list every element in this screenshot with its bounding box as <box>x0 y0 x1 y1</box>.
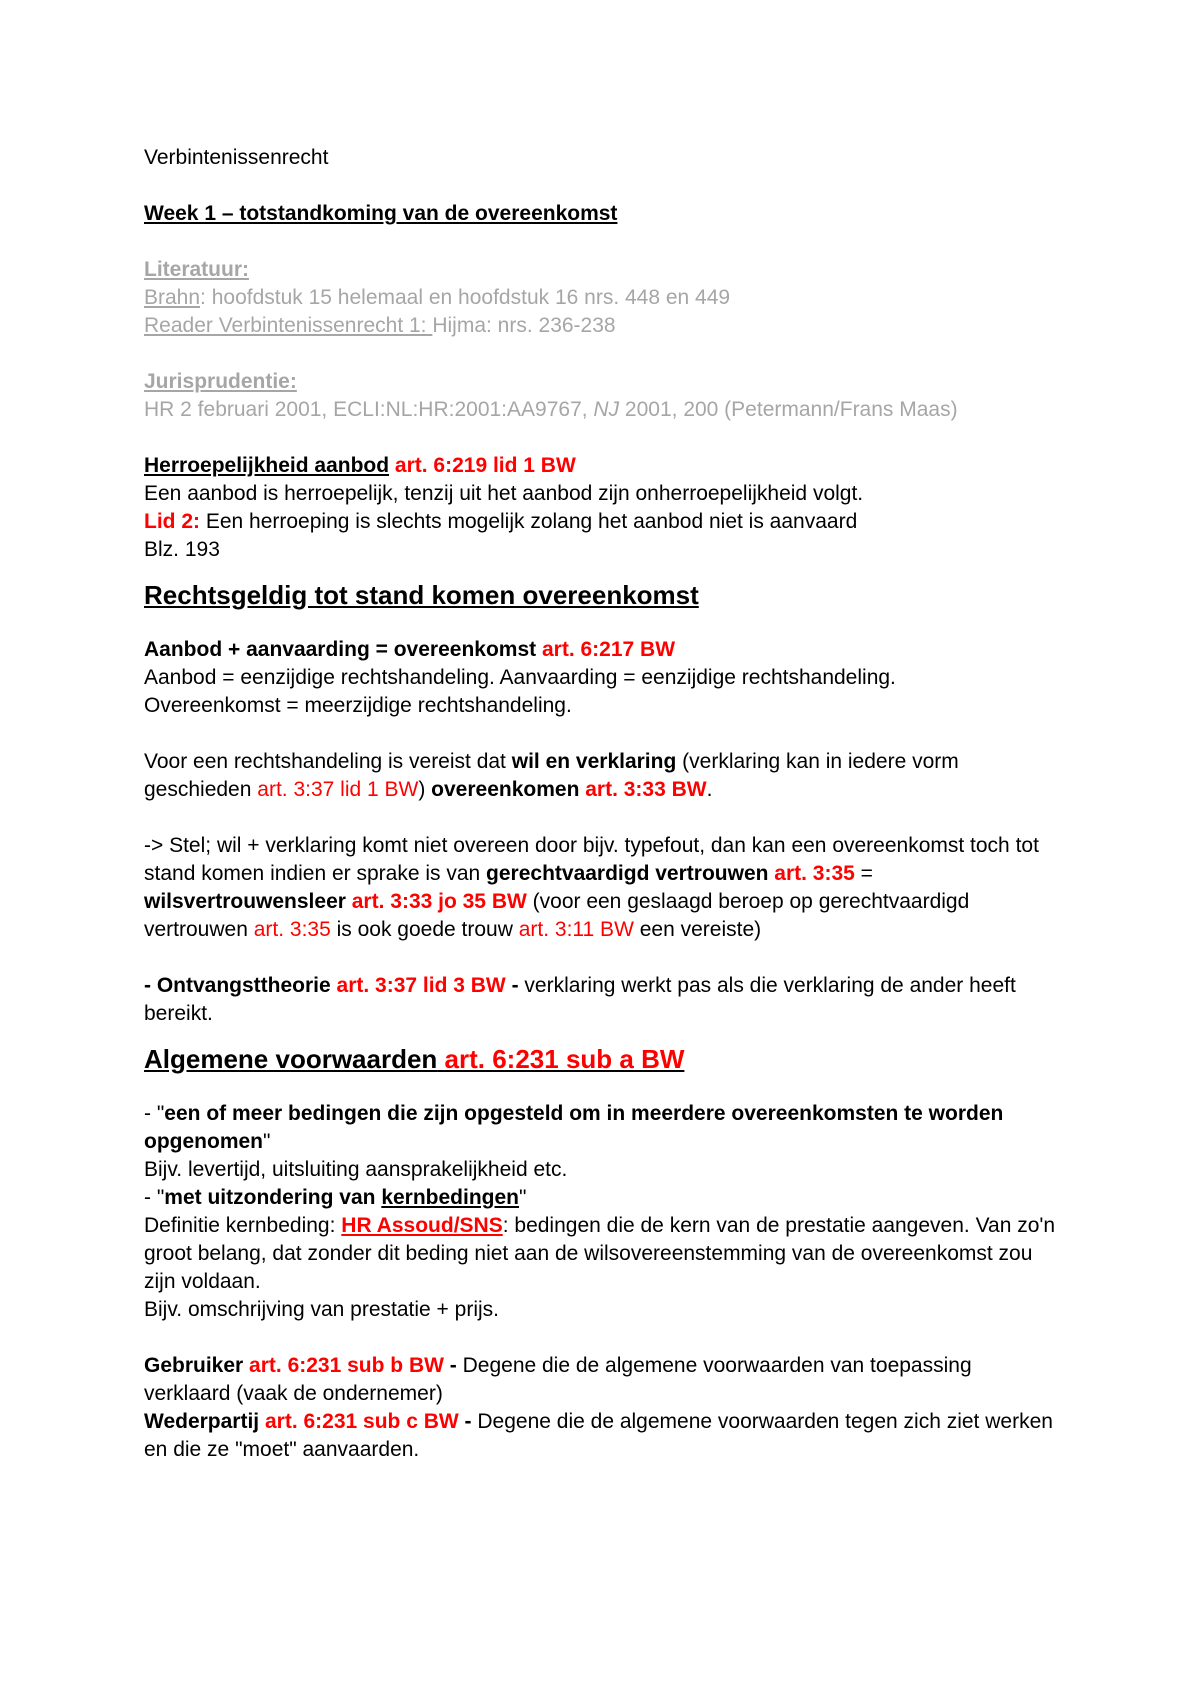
valid-contract-section: Aanbod + aanvaarding = overeenkomst art. 6:217 BW Aanbod = eenzijdige rechtshandeling. Aanvaarding = eenzijdige rechtshandeling. Overeenkomst = meerzijdige rechtshandeling. Voor een rechtshandeling is vereist dat wil en verklaring (verklaring kan in iedere vorm geschieden art. 3:37 lid 1 BW) overeenkomen art. 3:33 BW. -> Stel; wil + verklaring komt niet overeen door bijv. typefout, dan kan een overeenkomst toch tot stand komen indien er sprake is van gerechtvaardigd vertrouwen art. 3:35 = wilsvertrouwensleer art. 3:33 jo 35 BW (voor een geslaagd beroep op gerechtvaardigd vertrouwen art. 3:35 is ook goede trouw art. 3:11 BW een vereiste) - Ontvangsttheorie art. 3:37 lid 3 BW - verklaring werkt pas als die verklaring de ander heeft bereikt. <box>144 636 1060 1028</box>
lid-2-label: Lid 2: <box>144 510 200 533</box>
revocability-section: Herroepelijkheid aanbod art. 6:219 lid 1 BW Een aanbod is herroepelijk, tenzij uit het aanbod zijn onherroepelijkheid volgt. Lid 2: Een herroeping is slechts mogelijk zolang het aanbod niet is aanvaard Blz. 193 <box>144 452 1060 564</box>
case-law-label: Jurisprudentie: <box>144 370 297 393</box>
receipt-theory-paragraph: - Ontvangsttheorie art. 3:37 lid 3 BW - verklaring werkt pas als die verklaring de ander heeft bereikt. <box>144 974 1016 1025</box>
counterparty-definition: Wederpartij art. 6:231 sub c BW - Degene die de algemene voorwaarden tegen zich ziet werken en die ze "moet" aanvaarden. <box>144 1410 1053 1461</box>
valid-contract-heading: Rechtsgeldig tot stand komen overeenkomst <box>144 580 699 610</box>
literature-section <box>144 256 1060 340</box>
will-and-declaration-paragraph: Voor een rechtshandeling is vereist dat wil en verklaring (verklaring kan in iedere vorm geschieden art. 3:37 lid 1 BW) overeenkomen art. 3:33 BW. <box>144 750 959 801</box>
literature-source-reader: Reader Verbintenissenrecht 1: <box>144 314 433 337</box>
article-reference: art. 6:217 BW <box>536 638 676 661</box>
literature-label: Literatuur: <box>144 258 249 281</box>
literature-line-1: Brahn: hoofdstuk 15 helemaal en hoofdstuk 16 nrs. 448 en 449 <box>144 286 731 309</box>
literature-source-brahn: Brahn <box>144 286 201 309</box>
document-title: Verbintenissenrecht <box>144 146 329 169</box>
core-clause-definition: Definitie kernbeding: HR Assoud/SNS: bedingen die de kern van de prestatie aangeven. Van zo'n groot belang, dat zonder dit beding niet aan de wilsovereenstemming van de overeenkomst zou zijn voldaan. <box>144 1214 1056 1293</box>
article-reference: art. 6:219 lid 1 BW <box>389 454 576 477</box>
reliance-paragraph: -> Stel; wil + verklaring komt niet overeen door bijv. typefout, dan kan een overeenkomst toch tot stand komen indien er sprake is van gerechtvaardigd vertrouwen art. 3:35 = wilsvertrouwensleer art. 3:33 jo 35 BW (voor een geslaagd beroep op gerechtvaardigd vertrouwen art. 3:35 is ook goede trouw art. 3:11 BW een vereiste) <box>144 834 1039 941</box>
revocability-heading: Herroepelijkheid aanbod art. 6:219 lid 1 BW <box>144 454 576 477</box>
case-law-citation: HR 2 februari 2001, ECLI:NL:HR:2001:AA9767, NJ 2001, 200 (Petermann/Frans Maas) <box>144 398 958 421</box>
week-heading: Week 1 – totstandkoming van de overeenkomst <box>144 202 618 225</box>
page-reference: Blz. 193 <box>144 538 220 561</box>
case-law-section <box>144 368 1060 424</box>
general-terms-heading: Algemene voorwaarden art. 6:231 sub a BW <box>144 1044 685 1074</box>
literature-line-2: Reader Verbintenissenrecht 1: Hijma: nrs. 236-238 <box>144 314 616 337</box>
general-terms-section: - "een of meer bedingen die zijn opgesteld om in meerdere overeenkomsten te worden opgenomen" Bijv. levertijd, uitsluiting aansprakelijkheid etc. - "met uitzondering van kernbedingen" Definitie kernbeding: HR Assoud/SNS: bedingen die de kern van de prestatie aangeven. Van zo'n groot belang, dat zonder dit beding niet aan de wilsovereenstemming van de overeenkomst zou zijn voldaan. Bijv. omschrijving van prestatie + prijs. Gebruiker art. 6:231 sub b BW - Degene die de algemene voorwaarden van toepassing verklaard (vaak de ondernemer) Wederpartij art. 6:231 sub c BW - Degene die de algemene voorwaarden tegen zich ziet werken en die ze "moet" aanvaarden. <box>144 1100 1060 1464</box>
case-link-assoud-sns: HR Assoud/SNS <box>341 1214 503 1237</box>
user-definition: Gebruiker art. 6:231 sub b BW - Degene die de algemene voorwaarden van toepassing verklaard (vaak de ondernemer) <box>144 1354 972 1405</box>
